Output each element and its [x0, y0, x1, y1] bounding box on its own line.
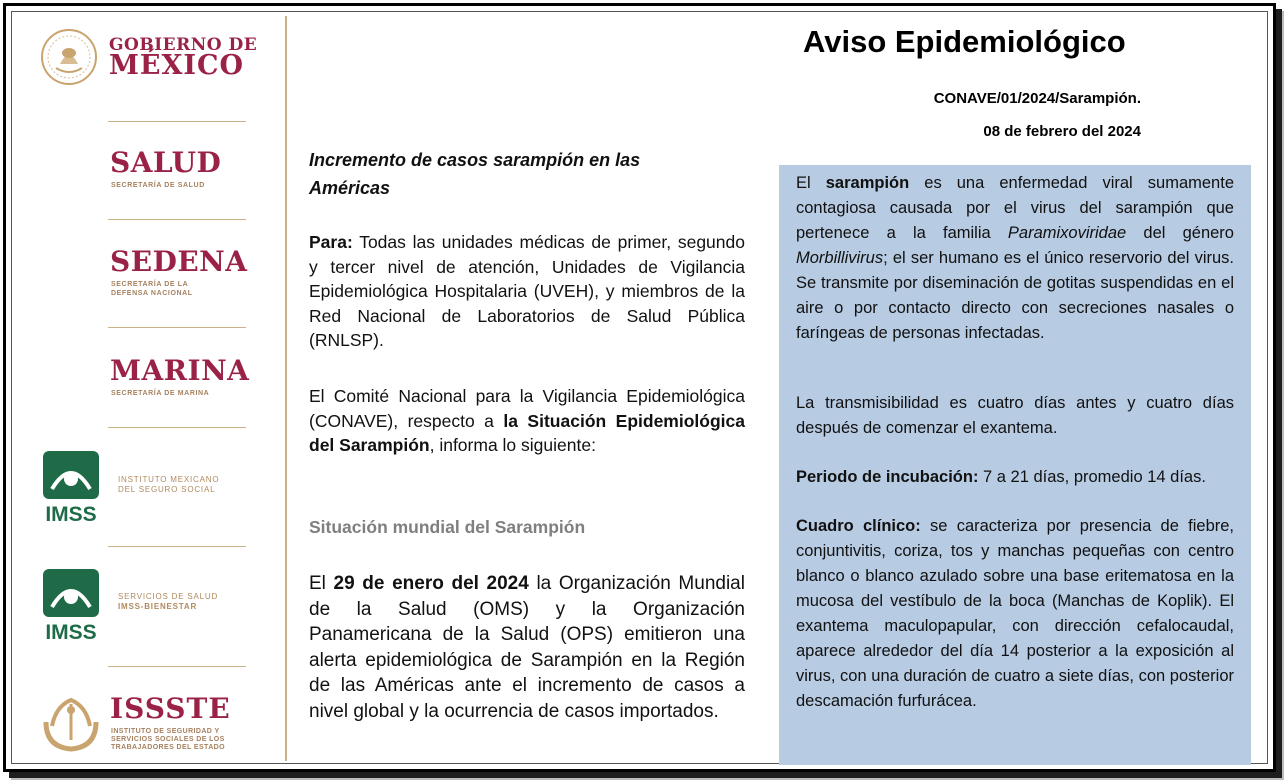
document-date: 08 de febrero del 2024 — [983, 123, 1141, 140]
clinical-paragraph: Cuadro clínico: se caracteriza por presencia de fiebre, conjuntivitis, coriza, tos y manchas pequeñas con centro blanco o blanco azulado sobre una base eritematosa en la mucosa del vestíbulo de la boca (Manchas de Koplik). El exantema maculopapular, con dirección cefalocaudal, aparece alrededor del día 14 posterior a la exposición al virus, con una duración de cuatro a siete días, con posterior descamación furfurácea. — [796, 517, 1234, 710]
sidebar-divider-line — [285, 16, 287, 761]
divider — [108, 427, 246, 428]
svg-text:IMSS: IMSS — [45, 503, 97, 525]
salud-title: SALUD — [110, 146, 222, 179]
marina-subtitle: SECRETARÍA DE MARINA — [111, 390, 210, 397]
divider — [108, 666, 246, 667]
incubation-paragraph: Periodo de incubación: 7 a 21 días, promedio 14 días. — [796, 468, 1206, 486]
divider — [108, 219, 246, 220]
gobierno-mexico-title: GOBIERNO DE MÉXICO — [109, 35, 258, 81]
document-code: CONAVE/01/2024/Sarampión. — [933, 90, 1141, 107]
imss-bienestar-logo-icon — [40, 567, 102, 643]
conave-paragraph: El Comité Nacional para la Vigilancia Epidemiológica (CONAVE), respecto a la Situación Epidemiológica del Sarampión, informa lo siguiente: — [309, 386, 745, 455]
subject-heading: Incremento de casos sarampión en las Américas — [309, 150, 641, 198]
mexico-seal-icon — [40, 28, 98, 86]
issste-logo-icon — [38, 692, 104, 752]
salud-subtitle: SECRETARÍA DE SALUD — [111, 182, 205, 189]
transmission-paragraph: La transmisibilidad es cuatro días antes y cuatro días después de comenzar el exantema. — [796, 394, 1234, 437]
imss-logo-icon — [40, 449, 102, 525]
svg-text:IMSS: IMSS — [45, 621, 97, 643]
page-title: Aviso Epidemiológico — [803, 24, 1126, 59]
divider — [108, 121, 246, 122]
imss-bienestar-subtitle: SERVICIOS DE SALUD IMSS-BIENESTAR — [118, 592, 219, 611]
info-box — [779, 165, 1251, 765]
divider — [108, 546, 246, 547]
recipients-paragraph: Para: Todas las unidades médicas de primer, segundo y tercer nivel de atención, Unidades de Vigilancia Epidemiológica Hospitalaria (UVEH), y miembros de la Red Nacional de Laboratorios de Salud Pública (RNLSP). — [309, 232, 745, 350]
issste-subtitle: INSTITUTO DE SEGURIDAD Y SERVICIOS SOCIALES DE LOS TRABAJADORES DEL ESTADO — [111, 728, 225, 751]
section-heading: Situación mundial del Sarampión — [309, 517, 586, 537]
sedena-subtitle-2: DEFENSA NACIONAL — [111, 290, 193, 297]
definition-paragraph: El sarampión es una enfermedad viral sumamente contagiosa causada por el virus del sarampión que pertenece a la familia Paramixoviridae del género Morbillivirus; el ser humano es el único reservorio del virus. Se transmite por diseminación de gotitas suspendidas en el aire o por contacto directo con secreciones nasales o faríngeas de personas infectadas. — [796, 174, 1234, 342]
issste-title: ISSSTE — [110, 692, 231, 725]
alert-paragraph: El 29 de enero del 2024 la Organización Mundial de la Salud (OMS) y la Organización Panamericana de la Salud (OPS) emitieron una alerta epidemiológica de Sarampión en la Región de las Américas ante el incremento de casos a nivel global y la ocurrencia de casos importados. — [309, 573, 745, 722]
sedena-subtitle-1: SECRETARÍA DE LA — [111, 281, 189, 288]
sedena-title: SEDENA — [110, 245, 248, 278]
divider — [108, 327, 246, 328]
marina-title: MARINA — [110, 354, 250, 387]
imss-subtitle: INSTITUTO MEXICANO DEL SEGURO SOCIAL — [118, 475, 220, 494]
